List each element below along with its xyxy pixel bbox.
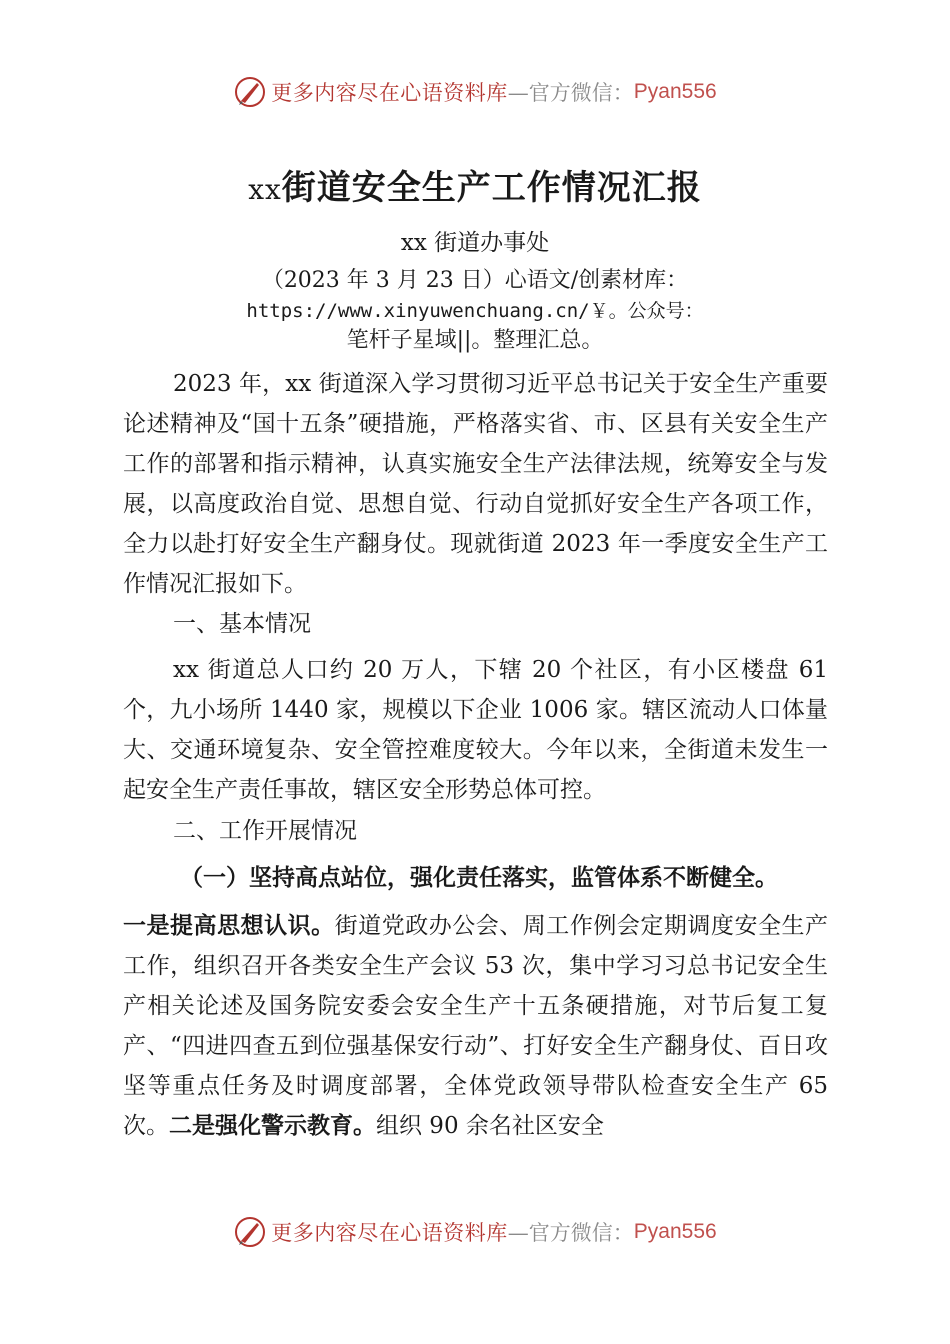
section-heading-2-text: 二、工作开展情况 [173,818,357,844]
work-paragraph [123,906,828,1146]
date-line-3: 笔杆子星域||。整理汇总。 [346,328,604,353]
page-title [0,160,950,209]
point-two-text: 组织 90 余名社区安全 [376,1113,604,1139]
watermark-footer [0,1212,950,1252]
issuer: xx 街道办事处 [400,230,550,256]
quill-logo-icon [233,75,267,109]
title-main: 街道安全生产工作情况汇报 [281,168,702,208]
date-line-1: （2023 年 3 月 23 日）心语文/创素材库： [261,268,689,293]
basic-info-paragraph [123,650,828,810]
basic-info-text: xx 街道总人口约 20 万人，下辖 20 个社区，有小区楼盘 61 个，九小场所 1440 家，规模以下企业 1006 家。辖区流动人口体量大、交通环境复杂、安全管控难度较大。今年以来，全街道未发生一起安全生产责任事故，辖区安全形势总体可控。 [123,657,828,803]
watermark-wechat-id: Pyan556 [633,1220,717,1243]
date-source-block [180,266,770,356]
watermark-header [0,72,950,112]
subsection-heading: （一）坚持高点站位，强化责任落实，监管体系不断健全。 [180,865,778,891]
point-two-label: 二是强化警示教育。 [169,1113,376,1139]
section-heading-2 [123,811,828,851]
section-heading-1 [123,604,828,644]
date-line-2: https://www.xinyuwenchuang.cn/￥。公众号： [246,300,704,322]
point-one-text: 街道党政办公会、周工作例会定期调度安全生产工作，组织召开各类安全生产会议 53 次，集中学习习总书记安全生产相关论述及国务院安委会安全生产十五条硬措施，对节后复工复产、“四进四查五到位强基保安行动”、打好安全生产翻身仗、百日攻坚等重点任务及时调度部署，全体党政领导带队检查安全生产 65 次。 [123,913,829,1139]
watermark-label: —官方微信： [507,1221,634,1245]
intro-paragraph [123,364,828,604]
point-one-label: 一是提高思想认识。 [123,913,335,939]
section-heading-1-text: 一、基本情况 [173,611,311,637]
watermark-label: —官方微信： [507,81,634,105]
quill-logo-icon [233,1215,267,1249]
title-prefix: xx [248,173,282,206]
watermark-text: 更多内容尽在心语资料库 [271,81,508,105]
intro-text: 2023 年，xx 街道深入学习贯彻习近平总书记关于安全生产重要论述精神及“国十五条”硬措施，严格落实省、市、区县有关安全生产工作的部署和指示精神，认真实施安全生产法律法规，统筹安全与发展，以高度政治自觉、思想自觉、行动自觉抓好安全生产各项工作，全力以赴打好安全生产翻身仗。现就街道 2023 年一季度安全生产工作情况汇报如下。 [123,371,828,597]
watermark-wechat-id: Pyan556 [633,80,717,103]
watermark-text: 更多内容尽在心语资料库 [271,1221,508,1245]
